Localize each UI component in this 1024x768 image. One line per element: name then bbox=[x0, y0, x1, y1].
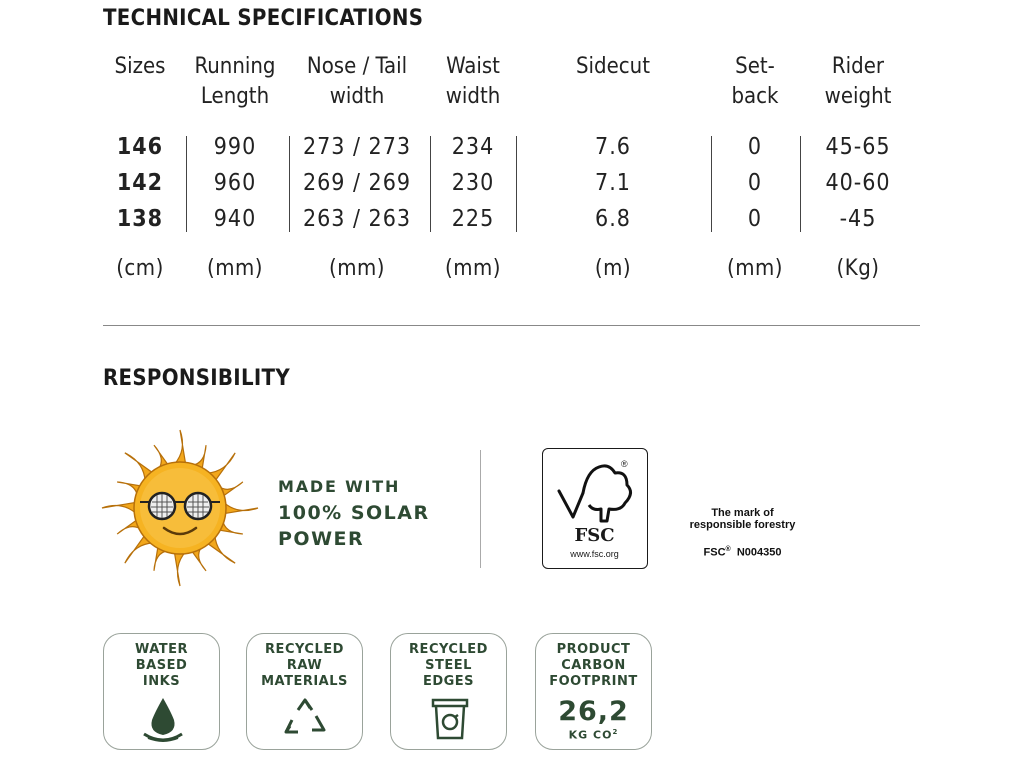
fsc-logo bbox=[542, 448, 648, 569]
recycle-bin-icon bbox=[427, 694, 473, 744]
sun-ray bbox=[102, 502, 136, 513]
vertical-divider bbox=[480, 450, 481, 568]
unit-sizes: (cm) bbox=[116, 256, 164, 281]
size-cell: 138 bbox=[116, 206, 164, 232]
header-rider-weight: Rider weight bbox=[824, 54, 892, 109]
responsibility-title: RESPONSIBILITY bbox=[103, 366, 290, 391]
nose-tail-cell: 269 / 269 bbox=[302, 170, 412, 196]
nose-tail-cell: 263 / 263 bbox=[302, 206, 412, 232]
size-cell: 142 bbox=[116, 170, 164, 196]
badge-product-carbon-footprint: PRODUCT CARBON FOOTPRINT 26,2 KG $CO^2$ bbox=[535, 633, 652, 750]
waist-cell: 234 bbox=[451, 134, 495, 160]
header-sizes: Sizes bbox=[114, 54, 166, 79]
unit-waist: (mm) bbox=[444, 256, 501, 281]
size-cell: 146 bbox=[116, 134, 164, 160]
sun-ray bbox=[174, 552, 185, 586]
header-waist-width: Waist width bbox=[445, 54, 501, 109]
rider-weight-cell: 40-60 bbox=[825, 170, 891, 196]
rider-weight-cell: 45-65 bbox=[825, 134, 891, 160]
header-running-length: Running Length bbox=[194, 54, 276, 109]
water-drop-icon bbox=[138, 694, 188, 744]
units-row bbox=[0, 256, 1024, 288]
table-row bbox=[0, 206, 1024, 242]
recycle-icon bbox=[282, 696, 328, 742]
table-row bbox=[0, 170, 1024, 206]
setback-cell: 0 bbox=[747, 206, 763, 232]
sidecut-cell: 6.8 bbox=[595, 206, 631, 232]
header-nose-tail-width: Nose / Tail width bbox=[306, 54, 408, 109]
carbon-footprint-unit: KG $CO^2$ bbox=[568, 728, 619, 742]
header-setback: Set- back bbox=[731, 54, 779, 109]
section-divider bbox=[103, 325, 920, 326]
rider-weight-cell: -45 bbox=[839, 206, 877, 232]
running-length-cell: 940 bbox=[213, 206, 257, 232]
sidecut-cell: 7.6 bbox=[595, 134, 631, 160]
header-sidecut: Sidecut bbox=[575, 54, 650, 79]
nose-tail-cell: 273 / 273 bbox=[302, 134, 412, 160]
unit-rider-weight: (Kg) bbox=[836, 256, 880, 281]
setback-cell: 0 bbox=[747, 170, 763, 196]
fsc-license-code: FSC® N004350 bbox=[703, 546, 782, 559]
fsc-url: www.fsc.org bbox=[570, 549, 619, 559]
running-length-cell: 990 bbox=[213, 134, 257, 160]
unit-nose-tail: (mm) bbox=[328, 256, 385, 281]
unit-running-length: (mm) bbox=[206, 256, 263, 281]
badge-recycled-steel-edges: RECYCLED STEEL EDGES bbox=[390, 633, 507, 750]
carbon-footprint-value: 26,2 bbox=[558, 696, 629, 727]
badge-water-based-inks: WATER BASED INKS bbox=[103, 633, 220, 750]
sun-with-sunglasses-icon bbox=[100, 428, 260, 588]
registered-mark: ® bbox=[621, 459, 628, 469]
setback-cell: 0 bbox=[747, 134, 763, 160]
fsc-mark-text: The mark of responsible forestry bbox=[689, 507, 796, 531]
specs-title: TECHNICAL SPECIFICATIONS bbox=[103, 6, 424, 31]
unit-setback: (mm) bbox=[726, 256, 783, 281]
sidecut-cell: 7.1 bbox=[595, 170, 631, 196]
running-length-cell: 960 bbox=[213, 170, 257, 196]
solar-power-text: MADE WITH 100% SOLAR POWER bbox=[278, 477, 430, 550]
unit-sidecut: (m) bbox=[594, 256, 632, 281]
sun-ray bbox=[224, 502, 258, 513]
waist-cell: 225 bbox=[451, 206, 495, 232]
sun-ray bbox=[174, 430, 185, 464]
badge-recycled-raw-materials: RECYCLED RAW MATERIALS bbox=[246, 633, 363, 750]
fsc-logo-text: FSC bbox=[574, 525, 615, 546]
waist-cell: 230 bbox=[451, 170, 495, 196]
table-row bbox=[0, 134, 1024, 170]
